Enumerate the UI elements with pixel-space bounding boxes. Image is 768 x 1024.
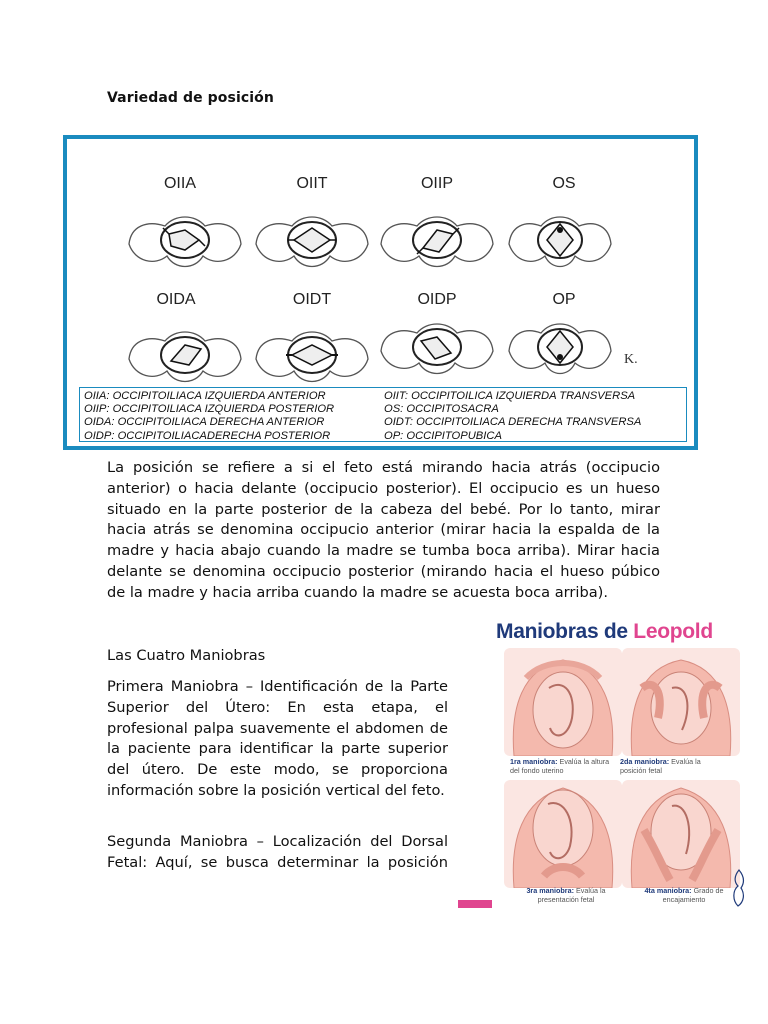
legend-item: OP: OCCIPITOPUBICA [384, 429, 502, 442]
label-oiia: OIIA [163, 175, 196, 192]
legend-item: OS: OCCIPITOSACRA [384, 403, 499, 416]
legend-item: OIDT: OCCIPITOILIACA DERECHA TRANSVERSA [384, 416, 642, 429]
legend-item: OIIT: OCCIPITOILICA IZQUIERDA TRANSVERSA [384, 390, 636, 402]
pelvis-sketch-oidp [377, 311, 497, 383]
label-oida: OIDA [156, 291, 196, 308]
pelvis-sketch-oiit [252, 204, 372, 276]
maneuver-3-illustration [504, 780, 622, 888]
legend-left-column [84, 390, 334, 443]
label-op: OP [552, 291, 576, 308]
label-oidt: OIDT [292, 291, 332, 308]
section-title: Las Cuatro Maniobras [107, 647, 266, 664]
legend-item: OIIP: OCCIPITOILIACA IZQUIERDA POSTERIOR [84, 403, 335, 416]
legend-right-column [384, 390, 641, 443]
label-os: OS [552, 175, 576, 192]
maneuver-panel-1 [504, 648, 622, 756]
legend-item: OIDP: OCCIPITOILIACADERECHA POSTERIOR [84, 429, 331, 442]
maneuver-4-illustration [622, 780, 740, 888]
pregnancy-logo-icon [730, 868, 748, 908]
label-oiit: OIIT [296, 175, 328, 192]
position-legend [79, 387, 687, 442]
pelvis-sketch-oiip [377, 204, 497, 276]
pelvis-sketch-oida [125, 319, 245, 391]
pink-corner-tab [458, 900, 492, 908]
maneuver-caption-2: 2da maniobra: Evalúa la posición fetal [620, 757, 701, 775]
position-varieties-figure [63, 135, 698, 450]
first-maneuver-paragraph: Primera Maniobra – Identificación de la Parte Superior del Útero: En esta etapa, el profesional palpa suavemente el abdomen de la paciente para identificar la parte superior del útero. De este modo, se proporciona información sobre la posición vertical del feto. [107, 678, 448, 799]
pelvis-sketch-oiia [125, 204, 245, 276]
maneuver-caption-4: 4ta maniobra: Grado de encajamiento [644, 886, 724, 904]
position-paragraph: La posición se refiere a si el feto está mirando hacia atrás (occipucio anterior) o hacia delante (occipucio posterior). El occipucio es un hueso situado en la parte posterior de la cabeza del bebé. Por lo tanto, mirar hacia atrás se denomina occipucio anterior (mirar hacia la espalda de la madre y hacia abajo cuando la madre se tumba boca arriba). Mirar hacia delante se denomina occipucio posterior (mirando hacia el hueso púbico de la madre y hacia arriba cuando la madre se acuesta boca arriba). [107, 459, 660, 601]
legend-item: OIDA: OCCIPITOILIACA DERECHA ANTERIOR [84, 416, 325, 429]
second-maneuver-paragraph: Segunda Maniobra – Localización del Dorsal Fetal: Aquí, se busca determinar la posición [107, 833, 448, 871]
maneuver-caption-3: 3ra maniobra: Evalúa la presentación fetal [526, 886, 606, 904]
legend-item: OIIA: OCCIPITOILIACA IZQUIERDA ANTERIOR [84, 390, 326, 402]
maneuver-2-illustration [622, 648, 740, 756]
pelvis-sketch-os [505, 204, 615, 276]
maneuver-panel-3 [504, 780, 622, 888]
leopold-maneuvers-image [458, 612, 748, 908]
leopold-title: Maniobras de Leopold [496, 620, 713, 643]
pelvis-sketch-oidt [252, 319, 372, 391]
maneuver-panel-4 [622, 780, 740, 888]
maneuver-1-illustration [504, 648, 622, 756]
maneuver-caption-1: 1ra maniobra: Evalúa la altura del fondo uterino [510, 757, 610, 775]
label-oiip: OIIP [420, 175, 453, 192]
illustrator-signature: K. [624, 352, 638, 367]
label-oidp: OIDP [417, 291, 457, 308]
maneuver-panel-2 [622, 648, 740, 756]
pelvis-sketch-op [505, 311, 615, 383]
page-heading: Variedad de posición [107, 90, 274, 106]
